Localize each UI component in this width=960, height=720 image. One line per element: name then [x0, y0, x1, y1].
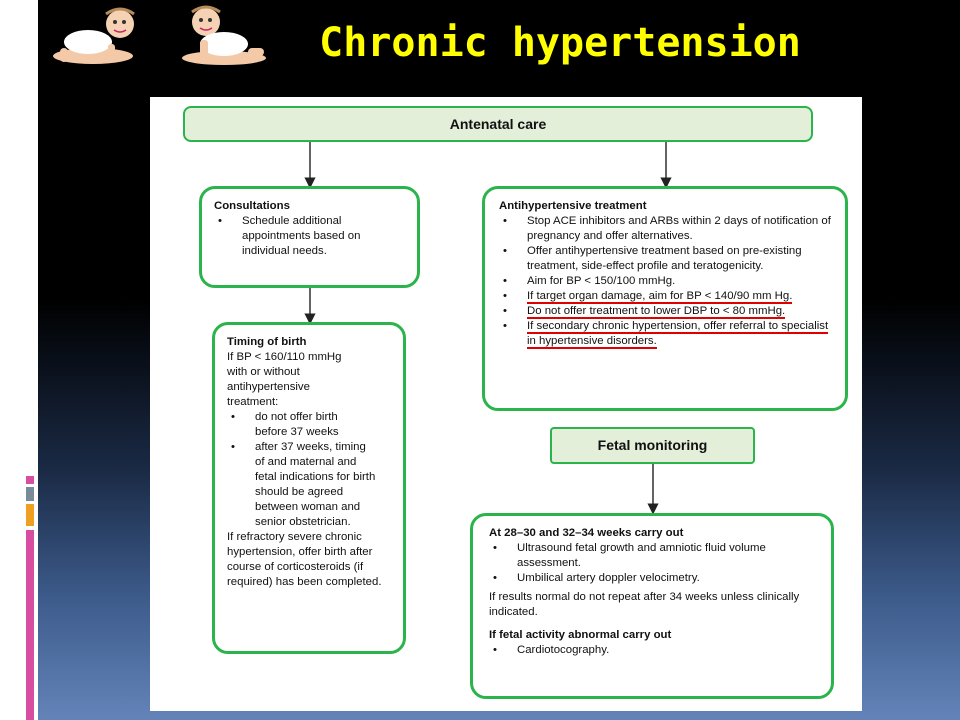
consultations-item: • Schedule additional appointments based on individual needs. [230, 214, 405, 259]
baby-image-left [48, 4, 138, 68]
fetal-monitoring-item: • Ultrasound fetal growth and amniotic fluid volume assessment. [505, 541, 815, 571]
antihypertensive-box [482, 186, 848, 411]
fetal-abnormal-title: If fetal activity abnormal carry out [489, 629, 672, 641]
highlighted-dbp-threshold: Do not offer treatment to lower DBP to < 80 mmHg. [527, 305, 786, 317]
accent-bar-gray [26, 487, 34, 501]
fetal-abnormal-item: • Cardiotocography. [505, 643, 815, 658]
highlighted-target-organ-damage: If target organ damage, aim for BP < 140/90 mm Hg. [527, 290, 793, 302]
consultations-box [199, 186, 420, 288]
slide-title: Chronic hypertension [319, 20, 801, 66]
timing-of-birth-title: Timing of birth [227, 336, 307, 348]
antenatal-care-header [183, 106, 813, 142]
highlighted-secondary-hypertension: If secondary chronic hypertension, offer referral to specialist in hypertensive disorders. [527, 320, 829, 347]
timing-of-birth-outro: If refractory severe chronic hypertension, offer birth after course of corticosteroids (if required) has been completed. [227, 531, 382, 588]
consultations-title: Consultations [214, 200, 290, 212]
antihypertensive-item: • Aim for BP < 150/100 mmHg. [515, 274, 831, 289]
baby-image-right [176, 4, 272, 68]
flowchart-image [150, 97, 862, 711]
antenatal-care-label: Antenatal care [449, 116, 547, 132]
corner-rule-vertical-1 [12, 58, 18, 114]
corner-rule-vertical-2 [22, 50, 27, 114]
fetal-monitoring-item: • Umbilical artery doppler velocimetry. [505, 571, 815, 586]
fetal-monitoring-label: Fetal monitoring [597, 437, 708, 453]
antihypertensive-item [515, 289, 831, 304]
antihypertensive-item [515, 304, 831, 319]
antihypertensive-item: • Stop ACE inhibitors and ARBs within 2 days of notification of pregnancy and offer alternatives. [515, 214, 831, 244]
fetal-monitoring-box [470, 513, 834, 699]
accent-bar-orange [26, 504, 34, 526]
timing-of-birth-item: • do not offer birth before 37 weeks [243, 410, 391, 440]
timing-of-birth-box [212, 322, 406, 654]
timing-of-birth-intro: If BP < 160/110 mmHg with or without antihypertensive treatment: [227, 351, 342, 408]
antihypertensive-title: Antihypertensive treatment [499, 200, 647, 212]
antihypertensive-item: • Offer antihypertensive treatment based on pre-existing treatment, side-effect profile and teratogenicity. [515, 244, 831, 274]
fetal-monitoring-header [550, 427, 755, 464]
timing-of-birth-item: • after 37 weeks, timing of and maternal and fetal indications for birth should be agreed between woman and senior obstetrician. [243, 440, 391, 530]
fetal-monitoring-title: At 28–30 and 32–34 weeks carry out [489, 527, 684, 539]
corner-rule-vertical-3 [30, 56, 36, 114]
corner-rule-horizontal [0, 112, 38, 115]
accent-bar-pink-top [26, 476, 34, 484]
fetal-normal-note: If results normal do not repeat after 34 weeks unless clinically indicated. [489, 591, 800, 618]
accent-bar-pink-long [26, 530, 34, 720]
antihypertensive-item [515, 319, 831, 349]
